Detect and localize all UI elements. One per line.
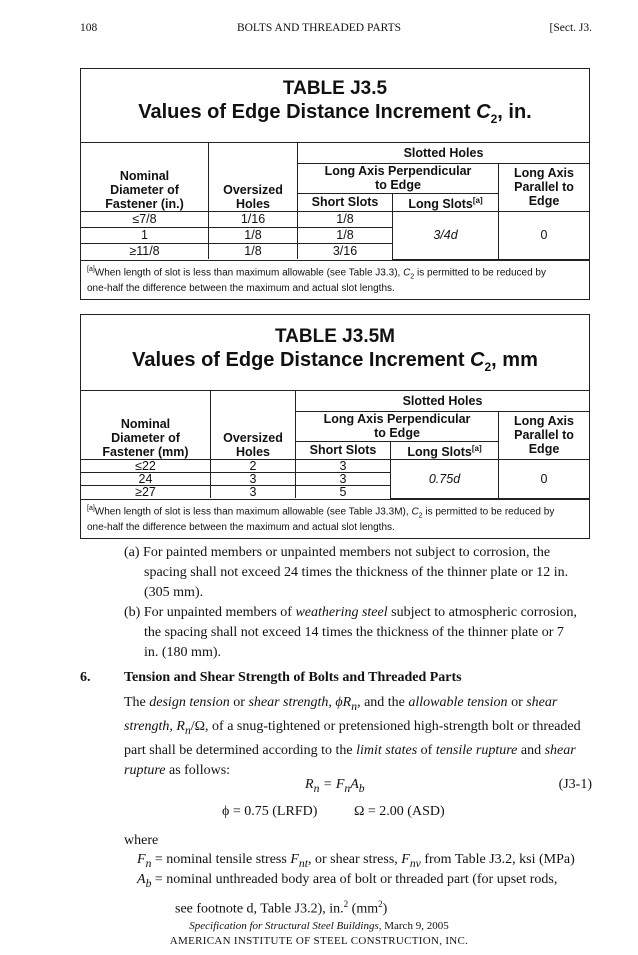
def-sub: n <box>145 856 152 870</box>
omega-asd: Ω = 2.00 (ASD) <box>354 804 445 819</box>
col-header-text: Parallel to <box>514 180 574 195</box>
col-oversized <box>209 143 298 211</box>
cell: 1/8 <box>209 243 298 259</box>
cell-text: 3/4d <box>433 228 458 243</box>
note-marker: [a] <box>87 265 95 273</box>
def-text: (mm <box>348 901 379 917</box>
cell: ≤22 <box>81 459 211 472</box>
list-label: (a) <box>124 545 140 560</box>
para-sub: n <box>184 723 191 737</box>
para-emphasis: tensile rupture <box>435 742 518 758</box>
table-title-line2 <box>81 100 589 132</box>
col-parallel <box>499 411 590 459</box>
eq-symbol: A <box>350 777 359 792</box>
para-text: The <box>124 695 150 710</box>
running-title: BOLTS AND THREADED PARTS <box>236 22 402 34</box>
col-header-text: Long Axis <box>514 414 574 429</box>
col-header-text: Long Slots <box>407 444 472 459</box>
col-parallel <box>499 163 590 211</box>
list-label: (b) <box>124 605 141 620</box>
title-symbol: C <box>476 101 491 123</box>
col-header-text: Oversized <box>223 182 283 197</box>
table-title-line1: TABLE J3.5M <box>274 326 395 347</box>
footer-text: March 9, 2005 <box>381 920 449 932</box>
list-text: For unpainted members of <box>143 605 296 620</box>
def-sup: 2 <box>378 898 383 909</box>
eq-sub: n <box>313 781 320 795</box>
col-header-text: Nominal <box>120 416 171 431</box>
title-text: Values of Edge Distance Increment <box>132 349 471 371</box>
cell-long-value <box>391 459 499 498</box>
note-sub: 2 <box>410 272 415 280</box>
col-perpendicular <box>296 411 499 441</box>
definition-ab <box>137 870 597 919</box>
col-short: Short Slots <box>296 441 391 459</box>
footer-line2: AMERICAN INSTITUTE OF STEEL CONSTRUCTION, INC. <box>169 935 469 947</box>
col-header-text: Diameter of <box>111 430 180 445</box>
note-text: is permitted to be reduced by <box>422 505 555 517</box>
cell: 1 <box>81 227 209 243</box>
def-sub: nt <box>298 856 308 870</box>
equation-j3-1 <box>305 775 365 799</box>
page-number: 108 <box>80 22 98 34</box>
para-symbol: , ϕR <box>328 695 352 710</box>
note-text: is permitted to be reduced by <box>414 266 546 278</box>
col-nominal <box>81 391 211 459</box>
def-text: , or shear stress, <box>307 852 402 867</box>
col-header-text: Long Axis <box>514 166 574 181</box>
cell: 5 <box>296 485 391 498</box>
para-text: part shall be determined according to the <box>124 742 357 758</box>
def-text: = nominal unthreaded body area of bolt or threaded part (for upset rods, <box>151 872 558 887</box>
title-text: Values of Edge Distance Increment <box>138 101 477 123</box>
para-emphasis: shear <box>526 695 558 710</box>
cell: 3/16 <box>298 243 393 259</box>
col-header-text: Long Slots <box>408 196 473 211</box>
para-emphasis: shear <box>544 742 576 758</box>
section-paragraph <box>124 693 594 781</box>
note-text: When length of slot is less than maximum allowable (see Table J3.3), <box>94 266 404 278</box>
note-symbol: C <box>411 505 419 517</box>
col-long <box>391 441 499 459</box>
cell: 1/8 <box>298 211 393 227</box>
table-j3-5 <box>80 68 590 300</box>
eq-symbol: R <box>305 777 314 792</box>
cell: 1/8 <box>209 227 298 243</box>
col-header-text: Parallel to <box>514 428 574 443</box>
eq-sub: b <box>358 781 365 795</box>
cell: 3 <box>296 472 391 485</box>
table-title-line1: TABLE J3.5 <box>282 78 388 99</box>
table-footnote <box>81 260 589 299</box>
col-header-text: Nominal <box>119 168 170 183</box>
col-header-text: Oversized <box>223 430 283 445</box>
para-text: , and the <box>357 695 409 710</box>
para-text: and <box>517 742 545 758</box>
title-sub: 2 <box>484 360 492 374</box>
col-slotted: Slotted Holes <box>298 143 590 163</box>
section-label: [Sect. J3. <box>549 22 592 34</box>
para-symbol: , R <box>169 718 185 734</box>
cell-parallel-value: 0 <box>499 459 590 498</box>
def-symbol: F <box>137 852 146 867</box>
def-sub: nv <box>409 856 421 870</box>
section-heading: Tension and Shear Strength of Bolts and Threaded Parts <box>124 670 462 685</box>
para-text: or <box>507 695 527 710</box>
list-item-b <box>124 603 594 663</box>
section-number: 6. <box>80 670 91 685</box>
list-text: (305 mm). <box>144 585 204 600</box>
def-text: = nominal tensile stress <box>151 852 291 867</box>
para-emphasis: shear strength <box>248 695 329 710</box>
note-marker: [a] <box>87 504 95 512</box>
note-sub: 2 <box>418 511 423 519</box>
col-nominal <box>81 143 209 211</box>
note-text: When length of slot is less than maximum allowable (see Table J3.3M), <box>94 505 412 517</box>
def-symbol: F <box>401 852 410 867</box>
col-perpendicular <box>298 163 499 193</box>
cell: 3 <box>296 459 391 472</box>
cell: 1/16 <box>209 211 298 227</box>
col-header-text: Fastener (in.) <box>105 196 184 211</box>
note-symbol: C <box>403 266 411 278</box>
title-suffix: , in. <box>497 101 532 123</box>
equation-number: (J3-1) <box>558 777 592 792</box>
col-slotted: Slotted Holes <box>296 391 590 411</box>
def-text: see footnote d, Table J3.2), in. <box>175 901 344 917</box>
col-header-text: Holes <box>235 196 271 211</box>
para-text: /Ω, of a snug-tightened or pretensioned high-strength bolt or threaded <box>190 718 581 734</box>
para-emphasis: design tension <box>149 695 230 710</box>
col-header-text: to Edge <box>374 426 420 440</box>
cell-parallel-value: 0 <box>499 211 590 259</box>
list-text: subject to atmospheric corrosion, <box>387 605 577 620</box>
note-text: one-half the difference between the maximum and actual slot lengths. <box>87 521 395 533</box>
title-sub: 2 <box>490 112 498 126</box>
col-header-text: Edge <box>528 194 560 209</box>
para-emphasis: strength <box>124 718 170 734</box>
cell: ≥11/8 <box>81 243 209 259</box>
table-j3-5m <box>80 314 590 539</box>
table-title-line2 <box>81 348 589 380</box>
table-title <box>81 69 589 143</box>
list-text: the spacing shall not exceed 14 times the thickness of the thinner plate or 7 <box>144 625 564 640</box>
col-long <box>393 193 499 211</box>
footer-line1 <box>0 920 638 932</box>
eq-sub: n <box>344 781 351 795</box>
def-sup: 2 <box>343 898 349 909</box>
table-footnote <box>81 499 589 538</box>
note-marker: [a] <box>472 195 483 205</box>
para-emphasis: limit states <box>356 742 418 758</box>
list-item-a <box>124 543 594 603</box>
table-grid <box>81 391 589 499</box>
eq-symbol: = F <box>319 777 345 792</box>
col-header-text: Diameter of <box>110 182 179 197</box>
cell: 3 <box>211 472 296 485</box>
def-text: ) <box>382 901 388 917</box>
para-text: as follows: <box>165 762 231 778</box>
col-header-text: to Edge <box>375 178 421 192</box>
cell-text: 0.75d <box>428 471 461 486</box>
footer-emphasis: Specification for Structural Steel Buildings, <box>189 920 382 932</box>
col-header-text: Long Axis Perpendicular <box>323 412 471 426</box>
table-row <box>81 211 589 227</box>
table-grid <box>81 143 589 260</box>
table-title <box>81 315 589 391</box>
col-oversized <box>211 391 296 459</box>
def-symbol: F <box>290 852 299 867</box>
def-sub: b <box>145 876 152 890</box>
list-text: For painted members or unpainted members not subject to corrosion, the <box>143 545 551 560</box>
para-emphasis: rupture <box>124 762 166 778</box>
title-suffix: , mm <box>491 349 538 371</box>
cell: 1/8 <box>298 227 393 243</box>
para-text: or <box>229 695 249 710</box>
cell-long-value <box>393 211 499 259</box>
col-header-text: Holes <box>235 444 271 459</box>
para-sub: n <box>351 699 358 713</box>
note-text: one-half the difference between the maximum and actual slot lengths. <box>87 282 395 294</box>
note-marker: [a] <box>471 443 482 453</box>
col-header-text: Long Axis Perpendicular <box>324 164 472 178</box>
list-text: spacing shall not exceed 24 times the thickness of the thinner plate or 12 in. <box>144 565 569 580</box>
def-text: from Table J3.2, ksi (MPa) <box>420 852 575 867</box>
where-label: where <box>124 833 159 848</box>
phi-lrfd: ϕ = 0.75 (LRFD) <box>222 804 318 819</box>
cell: 2 <box>211 459 296 472</box>
cell: ≤7/8 <box>81 211 209 227</box>
cell: 24 <box>81 472 211 485</box>
cell: ≥27 <box>81 485 211 498</box>
cell: 3 <box>211 485 296 498</box>
para-emphasis: allowable tension <box>408 695 508 710</box>
title-symbol: C <box>470 349 485 371</box>
table-row <box>81 459 589 472</box>
para-text: of <box>417 742 436 758</box>
col-header-text: Edge <box>528 442 560 457</box>
col-header-text: Fastener (mm) <box>102 444 189 459</box>
col-short: Short Slots <box>298 193 393 211</box>
list-emphasis: weathering steel <box>295 605 388 620</box>
list-text: in. (180 mm). <box>144 645 221 660</box>
def-symbol: A <box>137 872 146 887</box>
